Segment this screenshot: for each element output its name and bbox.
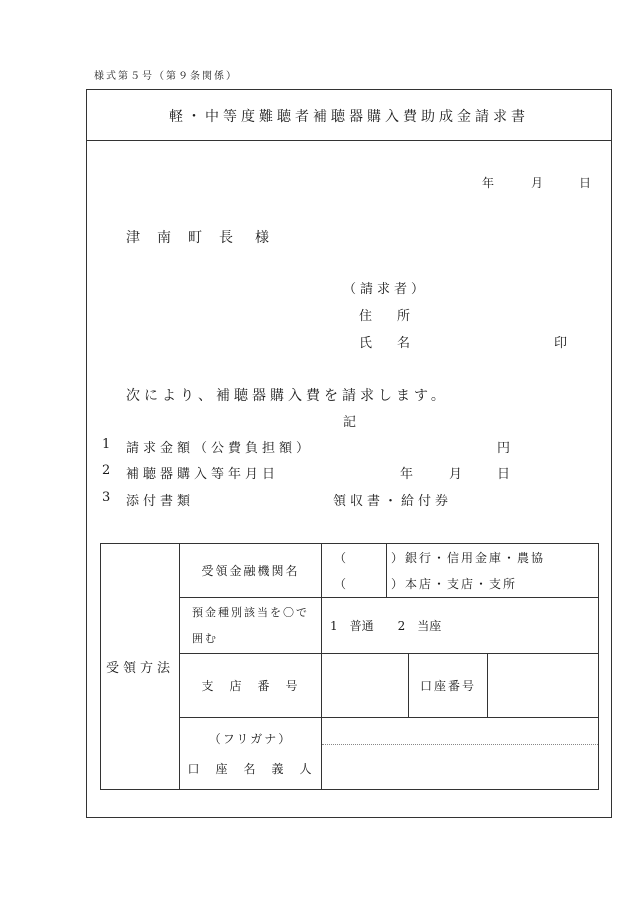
ki-label: 記 <box>343 415 357 430</box>
receipt-method-label: 受領方法 <box>101 544 180 790</box>
item-3-label: 添付書類 <box>126 494 195 509</box>
item-2-month: 月 <box>449 467 463 482</box>
deposit-type-label: 預金種別該当を〇で囲む <box>180 598 322 654</box>
account-number-label: 口座番号 <box>409 654 488 718</box>
addressee-honorific: 様 <box>255 230 269 246</box>
paren-open-2: （ <box>334 576 347 591</box>
deposit-options: 1 普通 2 当座 <box>322 598 599 654</box>
date-day-label: 日 <box>579 176 592 190</box>
form-number: 様式第５号（第９条関係） <box>94 71 238 82</box>
account-holder-label-cell <box>180 718 322 790</box>
date-year-label: 年 <box>482 176 495 190</box>
item-2-number: 2 <box>102 463 111 478</box>
item-1-number: 1 <box>102 437 111 452</box>
bank-types: ）銀行・信用金庫・農協 <box>391 550 546 565</box>
branch-types: ）本店・支店・支所 <box>391 576 518 591</box>
requester-name-label: 氏 名 <box>359 336 417 351</box>
seal-label: 印 <box>554 336 568 351</box>
account-holder-label: 口 座 名 義 人 <box>187 761 314 776</box>
date-month-label: 月 <box>531 176 544 190</box>
title-row <box>87 90 611 141</box>
requester-heading: （請求者） <box>343 282 429 297</box>
branch-number-label: 支 店 番 号 <box>180 654 322 718</box>
institution-types <box>387 544 599 598</box>
furigana-divider <box>322 744 598 745</box>
account-number-input <box>488 654 599 718</box>
item-1-yen: 円 <box>497 441 511 456</box>
account-holder-input <box>322 718 599 790</box>
item-2-day: 日 <box>497 467 511 482</box>
paren-open-1: （ <box>334 550 347 565</box>
branch-number-input <box>322 654 409 718</box>
item-2-label: 補聴器購入等年月日 <box>126 467 280 482</box>
requester-address-label: 住 所 <box>359 309 417 324</box>
institution-name-input <box>322 544 387 598</box>
item-3-number: 3 <box>102 490 111 505</box>
addressee-name: 津南町長 <box>126 230 250 246</box>
institution-name-label: 受領金融機関名 <box>180 544 322 598</box>
furigana-label: （フリガナ） <box>208 731 293 746</box>
receipt-table <box>100 543 599 790</box>
item-2-year: 年 <box>400 467 414 482</box>
item-3-value: 領収書・給付券 <box>333 494 453 509</box>
item-1-label: 請求金額（公費負担額） <box>126 441 314 456</box>
request-statement: 次により、補聴器購入費を請求します。 <box>126 388 449 404</box>
document-title: 軽・中等度難聴者補聴器購入費助成金請求書 <box>169 109 529 125</box>
